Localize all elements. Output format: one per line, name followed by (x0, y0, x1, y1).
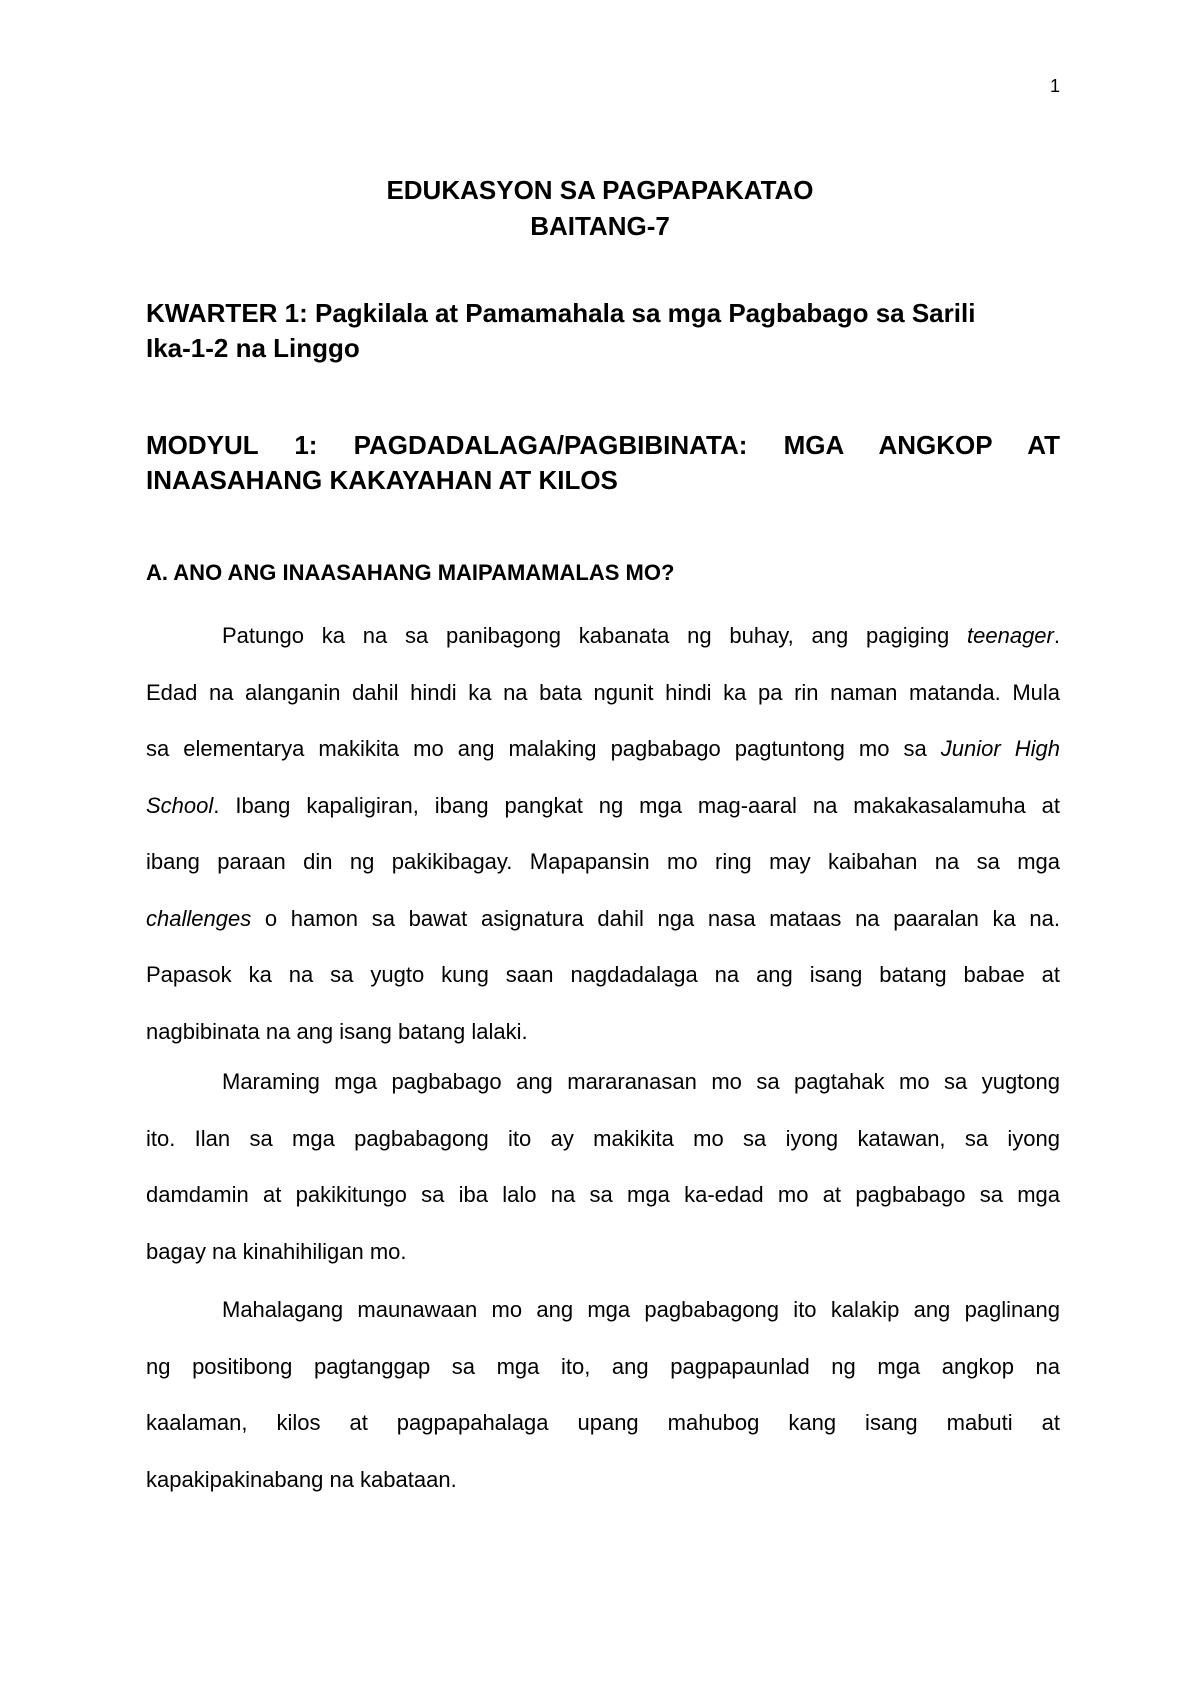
page-number: 1 (1049, 76, 1060, 96)
paragraph-3-line-2: ng positibong pagtanggap sa mga ito, ang pagpapaunlad ng mga angkop na (146, 1353, 1060, 1379)
kwarter-heading (146, 296, 1060, 366)
paragraph-2-line-3: damdamin at pakikitungo sa iba lalo na sa mga ka-edad mo at pagbabago sa mga (146, 1182, 1060, 1207)
paragraph-1-line-5: ibang paraan din ng pakikibagay. Mapapansin mo ring may kaibahan na sa mga (146, 849, 1060, 874)
paragraph-2 (146, 1054, 1060, 1280)
kwarter-weeks: Ika-1-2 na Linggo (146, 333, 360, 363)
text-run: sa elementarya makikita mo ang malaking pagbabago pagtuntong mo sa (146, 736, 941, 761)
paragraph-2-line-4: bagay na kinahihiligan mo. (146, 1238, 407, 1264)
paragraph-3-line-3: kaalaman, kilos at pagpapahalaga upang mahubog kang isang mabuti at (146, 1410, 1060, 1435)
italic-term-teenager: teenager (967, 623, 1054, 648)
paragraph-1-line-1 (146, 608, 1060, 665)
paragraph-1-line-8: nagbibinata na ang isang batang lalaki. (146, 1018, 528, 1044)
italic-term-challenges: challenges (146, 905, 252, 931)
modyul-title-line1: MODYUL 1: PAGDADALAGA/PAGBIBINATA: MGA ANGKOP AT (146, 430, 1060, 460)
paragraph-1 (146, 608, 1060, 1060)
paragraph-2-line-2: ito. Ilan sa mga pagbabagong ito ay makikita mo sa iyong katawan, sa iyong (146, 1125, 1060, 1151)
text-run: Patungo ka na sa panibagong kabanata ng buhay, ang pagiging (222, 623, 968, 648)
paragraph-1-line-7: Papasok ka na sa yugto kung saan nagdadalaga na ang isang batang babae at (146, 962, 1060, 987)
paragraph-1-line-2: Edad na alanganin dahil hindi ka na bata ngunit hindi ka pa rin naman matanda. Mula (146, 679, 1060, 705)
modyul-heading (146, 428, 1060, 498)
italic-term-junior-high: Junior High (940, 736, 1060, 761)
paragraph-3-line-1: Mahalagang maunawaan mo ang mga pagbabagong ito kalakip ang paglinang (222, 1297, 1060, 1322)
paragraph-3 (146, 1282, 1060, 1508)
text-run: o hamon sa bawat asignatura dahil nga nasa mataas na paaralan ka na. (251, 905, 1060, 931)
text-run: . (1053, 623, 1060, 648)
paragraph-1-line-3 (146, 721, 1060, 778)
section-a-heading: A. ANO ANG INAASAHANG MAIPAMAMALAS MO? (146, 560, 675, 585)
kwarter-title: KWARTER 1: Pagkilala at Pamamahala sa mga Pagbabago sa Sarili (146, 298, 976, 328)
title-subject: EDUKASYON SA PAGPAPAKATAO (386, 175, 814, 205)
paragraph-1-line-4 (146, 778, 1060, 835)
italic-term-school: School (146, 792, 214, 818)
paragraph-2-line-1: Maraming mga pagbabago ang mararanasan mo sa pagtahak mo sa yugtong (222, 1069, 1060, 1094)
modyul-title-line2: INAASAHANG KAKAYAHAN AT KILOS (146, 465, 618, 495)
title-grade: BAITANG-7 (530, 211, 670, 241)
document-title (146, 172, 1054, 244)
paragraph-3-line-4: kapakipakinabang na kabataan. (146, 1466, 457, 1492)
text-run: . Ibang kapaligiran, ibang pangkat ng mga mag-aaral na makakasalamuha at (213, 792, 1060, 818)
paragraph-1-line-6 (146, 891, 1060, 948)
